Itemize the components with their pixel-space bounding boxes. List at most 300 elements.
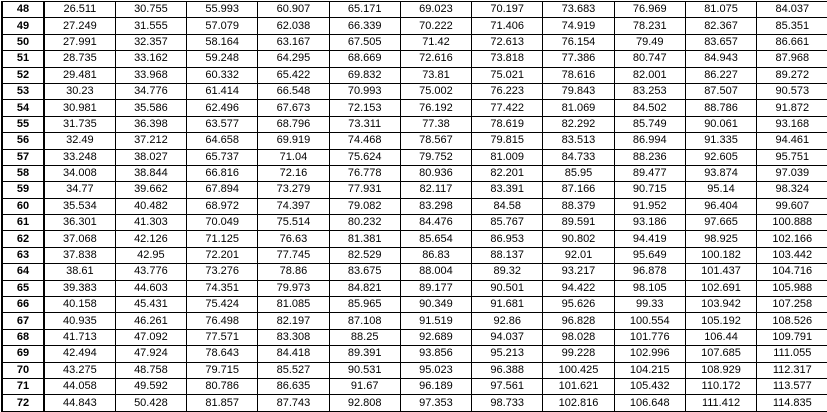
value-cell: 79.815 xyxy=(472,133,543,149)
value-cell: 71.406 xyxy=(472,18,543,34)
value-cell: 98.105 xyxy=(614,280,685,296)
value-cell: 94.461 xyxy=(757,133,827,149)
value-cell: 96.878 xyxy=(614,264,685,280)
value-cell: 95.649 xyxy=(614,247,685,263)
value-cell: 91.681 xyxy=(472,297,543,313)
value-cell: 72.616 xyxy=(400,51,471,67)
value-cell: 101.437 xyxy=(685,264,756,280)
value-cell: 72.153 xyxy=(329,100,400,116)
value-cell: 93.168 xyxy=(757,116,827,132)
value-cell: 41.713 xyxy=(44,329,115,345)
value-cell: 83.657 xyxy=(685,34,756,50)
row-index-cell: 50 xyxy=(2,34,44,50)
table-row xyxy=(2,83,827,99)
value-cell: 92.605 xyxy=(685,149,756,165)
value-cell: 60.907 xyxy=(258,2,329,18)
value-cell: 78.86 xyxy=(258,264,329,280)
value-cell: 46.261 xyxy=(115,313,186,329)
table-row xyxy=(2,362,827,378)
table-row xyxy=(2,198,827,214)
value-cell: 90.531 xyxy=(329,362,400,378)
value-cell: 37.838 xyxy=(44,247,115,263)
value-cell: 77.422 xyxy=(472,100,543,116)
value-cell: 27.991 xyxy=(44,34,115,50)
value-cell: 106.648 xyxy=(614,395,685,411)
value-cell: 76.498 xyxy=(187,313,258,329)
value-cell: 91.335 xyxy=(685,133,756,149)
row-index-cell: 65 xyxy=(2,280,44,296)
value-cell: 30.755 xyxy=(115,2,186,18)
value-cell: 96.388 xyxy=(472,362,543,378)
value-cell: 30.981 xyxy=(44,100,115,116)
value-cell: 83.513 xyxy=(543,133,614,149)
value-cell: 26.511 xyxy=(44,2,115,18)
value-cell: 90.802 xyxy=(543,231,614,247)
row-index-cell: 61 xyxy=(2,215,44,231)
value-cell: 73.311 xyxy=(329,116,400,132)
value-cell: 97.665 xyxy=(685,215,756,231)
value-cell: 100.425 xyxy=(543,362,614,378)
value-cell: 96.828 xyxy=(543,313,614,329)
value-cell: 65.737 xyxy=(187,149,258,165)
value-cell: 79.843 xyxy=(543,83,614,99)
value-cell: 83.298 xyxy=(400,198,471,214)
value-cell: 33.968 xyxy=(115,67,186,83)
value-cell: 79.752 xyxy=(400,149,471,165)
table-row xyxy=(2,264,827,280)
value-cell: 101.776 xyxy=(614,329,685,345)
value-cell: 93.217 xyxy=(543,264,614,280)
value-cell: 99.33 xyxy=(614,297,685,313)
value-cell: 48.758 xyxy=(115,362,186,378)
value-cell: 94.419 xyxy=(614,231,685,247)
value-cell: 83.308 xyxy=(258,329,329,345)
table-row xyxy=(2,100,827,116)
row-index-cell: 68 xyxy=(2,329,44,345)
value-cell: 34.008 xyxy=(44,165,115,181)
value-cell: 86.635 xyxy=(258,378,329,394)
value-cell: 42.95 xyxy=(115,247,186,263)
value-cell: 91.872 xyxy=(757,100,827,116)
value-cell: 109.791 xyxy=(757,329,827,345)
value-cell: 100.888 xyxy=(757,215,827,231)
value-cell: 95.626 xyxy=(543,297,614,313)
value-cell: 78.619 xyxy=(472,116,543,132)
value-cell: 55.993 xyxy=(187,2,258,18)
row-index-cell: 67 xyxy=(2,313,44,329)
value-cell: 68.796 xyxy=(258,116,329,132)
row-index-cell: 71 xyxy=(2,378,44,394)
value-cell: 105.192 xyxy=(685,313,756,329)
table-row xyxy=(2,329,827,345)
value-cell: 103.942 xyxy=(685,297,756,313)
value-cell: 111.412 xyxy=(685,395,756,411)
value-cell: 76.969 xyxy=(614,2,685,18)
table-row xyxy=(2,2,827,18)
value-cell: 100.554 xyxy=(614,313,685,329)
value-cell: 87.507 xyxy=(685,83,756,99)
row-index-cell: 49 xyxy=(2,18,44,34)
value-cell: 102.816 xyxy=(543,395,614,411)
value-cell: 31.735 xyxy=(44,116,115,132)
value-cell: 89.32 xyxy=(472,264,543,280)
row-index-cell: 59 xyxy=(2,182,44,198)
value-cell: 70.049 xyxy=(187,215,258,231)
value-cell: 74.397 xyxy=(258,198,329,214)
value-cell: 86.953 xyxy=(472,231,543,247)
value-cell: 99.607 xyxy=(757,198,827,214)
value-cell: 85.965 xyxy=(329,297,400,313)
value-cell: 92.01 xyxy=(543,247,614,263)
value-cell: 64.295 xyxy=(258,51,329,67)
value-cell: 28.735 xyxy=(44,51,115,67)
table-row xyxy=(2,346,827,362)
value-cell: 89.177 xyxy=(400,280,471,296)
value-cell: 97.561 xyxy=(472,378,543,394)
row-index-cell: 53 xyxy=(2,83,44,99)
table-row xyxy=(2,149,827,165)
value-cell: 76.192 xyxy=(400,100,471,116)
value-cell: 38.844 xyxy=(115,165,186,181)
value-cell: 92.86 xyxy=(472,313,543,329)
value-cell: 73.276 xyxy=(187,264,258,280)
value-cell: 63.577 xyxy=(187,116,258,132)
value-cell: 82.529 xyxy=(329,247,400,263)
value-cell: 30.23 xyxy=(44,83,115,99)
value-cell: 75.424 xyxy=(187,297,258,313)
value-cell: 80.232 xyxy=(329,215,400,231)
value-cell: 84.733 xyxy=(543,149,614,165)
value-cell: 96.404 xyxy=(685,198,756,214)
table-row xyxy=(2,116,827,132)
value-cell: 35.534 xyxy=(44,198,115,214)
table-row xyxy=(2,215,827,231)
value-cell: 36.398 xyxy=(115,116,186,132)
value-cell: 88.004 xyxy=(400,264,471,280)
value-cell: 83.675 xyxy=(329,264,400,280)
value-cell: 33.248 xyxy=(44,149,115,165)
value-cell: 34.77 xyxy=(44,182,115,198)
value-cell: 42.494 xyxy=(44,346,115,362)
value-cell: 66.339 xyxy=(329,18,400,34)
value-cell: 76.63 xyxy=(258,231,329,247)
row-index-cell: 55 xyxy=(2,116,44,132)
value-cell: 99.228 xyxy=(543,346,614,362)
value-cell: 91.519 xyxy=(400,313,471,329)
value-cell: 95.213 xyxy=(472,346,543,362)
value-cell: 100.182 xyxy=(685,247,756,263)
value-cell: 93.874 xyxy=(685,165,756,181)
value-cell: 87.166 xyxy=(543,182,614,198)
value-cell: 104.716 xyxy=(757,264,827,280)
value-cell: 88.236 xyxy=(614,149,685,165)
value-cell: 89.272 xyxy=(757,67,827,83)
value-cell: 75.002 xyxy=(400,83,471,99)
value-cell: 82.292 xyxy=(543,116,614,132)
value-cell: 61.414 xyxy=(187,83,258,99)
row-index-cell: 56 xyxy=(2,133,44,149)
value-cell: 102.166 xyxy=(757,231,827,247)
table-row xyxy=(2,34,827,50)
value-cell: 82.197 xyxy=(258,313,329,329)
value-cell: 83.391 xyxy=(472,182,543,198)
value-cell: 98.733 xyxy=(472,395,543,411)
value-cell: 112.317 xyxy=(757,362,827,378)
value-cell: 93.186 xyxy=(614,215,685,231)
value-cell: 65.171 xyxy=(329,2,400,18)
value-cell: 74.468 xyxy=(329,133,400,149)
value-cell: 98.925 xyxy=(685,231,756,247)
value-cell: 88.25 xyxy=(329,329,400,345)
value-cell: 91.67 xyxy=(329,378,400,394)
value-cell: 86.661 xyxy=(757,34,827,50)
table-row xyxy=(2,247,827,263)
row-index-cell: 48 xyxy=(2,2,44,18)
value-cell: 37.068 xyxy=(44,231,115,247)
value-cell: 73.683 xyxy=(543,2,614,18)
row-index-cell: 54 xyxy=(2,100,44,116)
value-cell: 113.577 xyxy=(757,378,827,394)
value-cell: 76.223 xyxy=(472,83,543,99)
value-cell: 66.816 xyxy=(187,165,258,181)
value-cell: 81.381 xyxy=(329,231,400,247)
value-cell: 92.689 xyxy=(400,329,471,345)
value-cell: 77.571 xyxy=(187,329,258,345)
value-cell: 97.353 xyxy=(400,395,471,411)
value-cell: 64.658 xyxy=(187,133,258,149)
value-cell: 85.351 xyxy=(757,18,827,34)
table-row xyxy=(2,18,827,34)
value-cell: 105.988 xyxy=(757,280,827,296)
value-cell: 72.201 xyxy=(187,247,258,263)
value-cell: 96.189 xyxy=(400,378,471,394)
value-cell: 93.856 xyxy=(400,346,471,362)
value-cell: 108.929 xyxy=(685,362,756,378)
value-cell: 43.776 xyxy=(115,264,186,280)
value-cell: 71.125 xyxy=(187,231,258,247)
value-cell: 38.61 xyxy=(44,264,115,280)
value-cell: 73.279 xyxy=(258,182,329,198)
table-row xyxy=(2,280,827,296)
value-cell: 85.95 xyxy=(543,165,614,181)
value-cell: 102.996 xyxy=(614,346,685,362)
value-cell: 75.624 xyxy=(329,149,400,165)
value-cell: 44.058 xyxy=(44,378,115,394)
value-cell: 72.16 xyxy=(258,165,329,181)
data-table xyxy=(1,1,827,412)
row-index-cell: 72 xyxy=(2,395,44,411)
value-cell: 88.137 xyxy=(472,247,543,263)
value-cell: 85.767 xyxy=(472,215,543,231)
value-cell: 101.621 xyxy=(543,378,614,394)
value-cell: 108.526 xyxy=(757,313,827,329)
value-cell: 87.108 xyxy=(329,313,400,329)
table-row xyxy=(2,395,827,411)
value-cell: 34.776 xyxy=(115,83,186,99)
value-cell: 77.745 xyxy=(258,247,329,263)
value-cell: 90.061 xyxy=(685,116,756,132)
value-cell: 86.994 xyxy=(614,133,685,149)
table-row xyxy=(2,51,827,67)
value-cell: 44.843 xyxy=(44,395,115,411)
value-cell: 69.023 xyxy=(400,2,471,18)
value-cell: 107.258 xyxy=(757,297,827,313)
value-cell: 83.253 xyxy=(614,83,685,99)
row-index-cell: 62 xyxy=(2,231,44,247)
value-cell: 27.249 xyxy=(44,18,115,34)
value-cell: 73.81 xyxy=(400,67,471,83)
value-cell: 36.301 xyxy=(44,215,115,231)
value-cell: 107.685 xyxy=(685,346,756,362)
value-cell: 88.786 xyxy=(685,100,756,116)
value-cell: 111.055 xyxy=(757,346,827,362)
table-row xyxy=(2,231,827,247)
value-cell: 67.673 xyxy=(258,100,329,116)
value-cell: 80.936 xyxy=(400,165,471,181)
value-cell: 90.501 xyxy=(472,280,543,296)
value-cell: 88.379 xyxy=(543,198,614,214)
row-index-cell: 52 xyxy=(2,67,44,83)
value-cell: 50.428 xyxy=(115,395,186,411)
value-cell: 90.573 xyxy=(757,83,827,99)
value-cell: 98.324 xyxy=(757,182,827,198)
value-cell: 81.075 xyxy=(685,2,756,18)
value-cell: 35.586 xyxy=(115,100,186,116)
value-cell: 78.643 xyxy=(187,346,258,362)
value-cell: 65.422 xyxy=(258,67,329,83)
value-cell: 81.085 xyxy=(258,297,329,313)
table-row xyxy=(2,313,827,329)
value-cell: 89.591 xyxy=(543,215,614,231)
value-cell: 103.442 xyxy=(757,247,827,263)
value-cell: 67.894 xyxy=(187,182,258,198)
table-row xyxy=(2,297,827,313)
value-cell: 76.154 xyxy=(543,34,614,50)
value-cell: 47.092 xyxy=(115,329,186,345)
value-cell: 77.931 xyxy=(329,182,400,198)
value-cell: 32.357 xyxy=(115,34,186,50)
value-cell: 81.009 xyxy=(472,149,543,165)
value-cell: 33.162 xyxy=(115,51,186,67)
value-cell: 98.028 xyxy=(543,329,614,345)
table-row xyxy=(2,378,827,394)
table-row xyxy=(2,67,827,83)
value-cell: 38.027 xyxy=(115,149,186,165)
value-cell: 90.715 xyxy=(614,182,685,198)
value-cell: 84.037 xyxy=(757,2,827,18)
row-index-cell: 58 xyxy=(2,165,44,181)
value-cell: 79.715 xyxy=(187,362,258,378)
value-cell: 68.972 xyxy=(187,198,258,214)
row-index-cell: 63 xyxy=(2,247,44,263)
value-cell: 114.835 xyxy=(757,395,827,411)
value-cell: 84.821 xyxy=(329,280,400,296)
value-cell: 62.496 xyxy=(187,100,258,116)
table-body xyxy=(2,2,827,412)
row-index-cell: 51 xyxy=(2,51,44,67)
value-cell: 94.422 xyxy=(543,280,614,296)
row-index-cell: 64 xyxy=(2,264,44,280)
value-cell: 41.303 xyxy=(115,215,186,231)
value-cell: 84.476 xyxy=(400,215,471,231)
value-cell: 74.919 xyxy=(543,18,614,34)
value-cell: 84.58 xyxy=(472,198,543,214)
value-cell: 85.527 xyxy=(258,362,329,378)
value-cell: 82.201 xyxy=(472,165,543,181)
value-cell: 95.023 xyxy=(400,362,471,378)
value-cell: 85.654 xyxy=(400,231,471,247)
value-cell: 69.919 xyxy=(258,133,329,149)
row-index-cell: 60 xyxy=(2,198,44,214)
value-cell: 59.248 xyxy=(187,51,258,67)
value-cell: 29.481 xyxy=(44,67,115,83)
value-cell: 95.14 xyxy=(685,182,756,198)
value-cell: 95.751 xyxy=(757,149,827,165)
value-cell: 87.968 xyxy=(757,51,827,67)
value-cell: 84.418 xyxy=(258,346,329,362)
value-cell: 74.351 xyxy=(187,280,258,296)
value-cell: 70.197 xyxy=(472,2,543,18)
value-cell: 39.383 xyxy=(44,280,115,296)
value-cell: 84.943 xyxy=(685,51,756,67)
value-cell: 105.432 xyxy=(614,378,685,394)
value-cell: 40.482 xyxy=(115,198,186,214)
value-cell: 71.42 xyxy=(400,34,471,50)
value-cell: 75.514 xyxy=(258,215,329,231)
value-cell: 79.49 xyxy=(614,34,685,50)
value-cell: 39.662 xyxy=(115,182,186,198)
value-cell: 47.924 xyxy=(115,346,186,362)
value-cell: 91.952 xyxy=(614,198,685,214)
value-cell: 78.616 xyxy=(543,67,614,83)
value-cell: 86.83 xyxy=(400,247,471,263)
value-cell: 84.502 xyxy=(614,100,685,116)
value-cell: 86.227 xyxy=(685,67,756,83)
value-cell: 75.021 xyxy=(472,67,543,83)
value-cell: 77.386 xyxy=(543,51,614,67)
value-cell: 89.477 xyxy=(614,165,685,181)
value-cell: 43.275 xyxy=(44,362,115,378)
value-cell: 89.391 xyxy=(329,346,400,362)
table-row xyxy=(2,133,827,149)
value-cell: 58.164 xyxy=(187,34,258,50)
value-cell: 78.567 xyxy=(400,133,471,149)
value-cell: 110.172 xyxy=(685,378,756,394)
value-cell: 106.44 xyxy=(685,329,756,345)
value-cell: 76.778 xyxy=(329,165,400,181)
row-index-cell: 70 xyxy=(2,362,44,378)
value-cell: 68.669 xyxy=(329,51,400,67)
value-cell: 82.117 xyxy=(400,182,471,198)
value-cell: 79.082 xyxy=(329,198,400,214)
value-cell: 72.613 xyxy=(472,34,543,50)
value-cell: 40.935 xyxy=(44,313,115,329)
value-cell: 92.808 xyxy=(329,395,400,411)
value-cell: 42.126 xyxy=(115,231,186,247)
value-cell: 57.079 xyxy=(187,18,258,34)
value-cell: 70.993 xyxy=(329,83,400,99)
value-cell: 94.037 xyxy=(472,329,543,345)
value-cell: 70.222 xyxy=(400,18,471,34)
value-cell: 90.349 xyxy=(400,297,471,313)
value-cell: 104.215 xyxy=(614,362,685,378)
value-cell: 66.548 xyxy=(258,83,329,99)
value-cell: 31.555 xyxy=(115,18,186,34)
value-cell: 49.592 xyxy=(115,378,186,394)
table-row xyxy=(2,165,827,181)
value-cell: 80.747 xyxy=(614,51,685,67)
value-cell: 81.069 xyxy=(543,100,614,116)
